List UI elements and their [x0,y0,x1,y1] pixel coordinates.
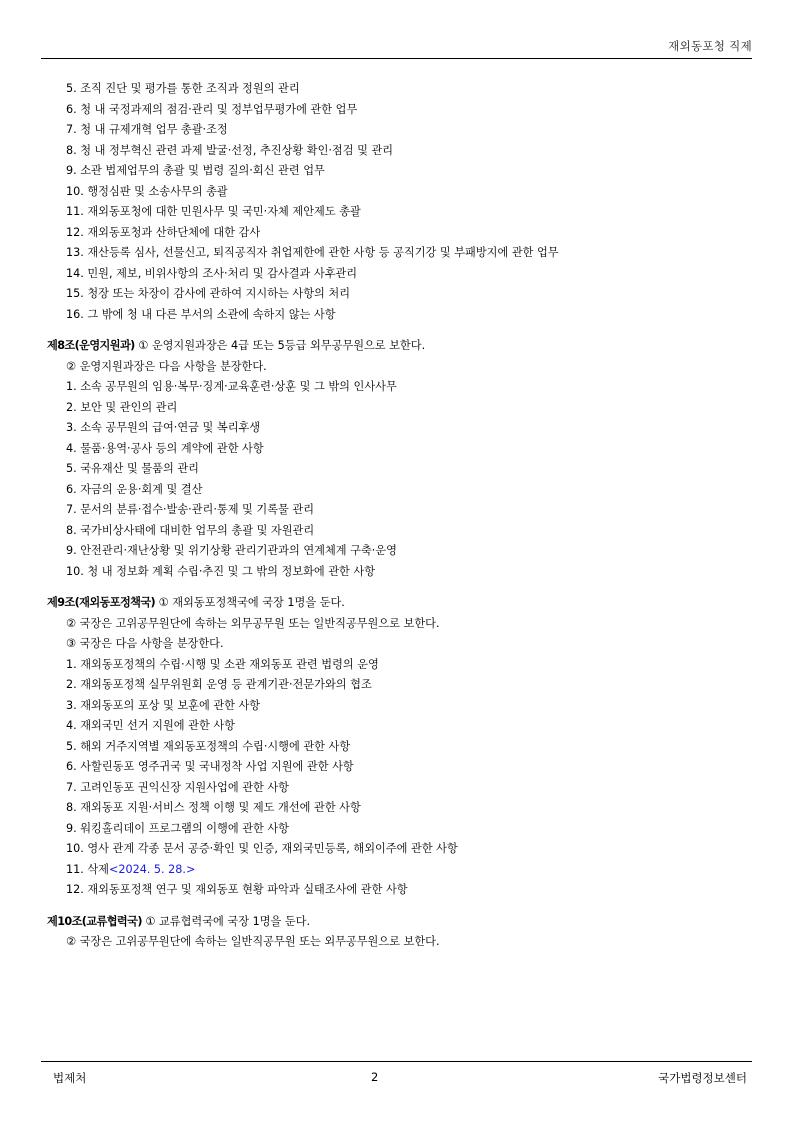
amendment-date-link[interactable]: <2024. 5. 28.> [108,862,196,876]
list-item: 14. 민원, 제보, 비위사항의 조사·처리 및 감사결과 사후관리 [66,266,358,280]
list-item: 15. 청장 또는 차장이 감사에 관하여 지시하는 사항의 처리 [66,287,350,300]
list-item: 8. 청 내 정부혁신 관련 과제 발굴·선정, 추진상황 확인·점검 및 관리 [66,143,394,157]
list-item: 9. 안전관리·재난상황 및 위기상황 관리기관과의 연계체계 구축·운영 [66,544,397,557]
list-item: 12. 재외동포청과 산하단체에 대한 감사 [66,225,261,239]
list-item: 2. 재외동포정책 실무위원회 운영 등 관계기관·전문가와의 협조 [66,678,372,691]
list-item: 7. 고려인동포 권익신장 지원사업에 관한 사항 [66,780,289,794]
list-item: 5. 조직 진단 및 평가를 통한 조직과 정원의 관리 [66,82,300,95]
list-item: 3. 소속 공무원의 급여·연금 및 복리후생 [66,421,261,434]
list-item: 7. 문서의 분류·접수·발송·관리·통제 및 기록물 관리 [66,503,315,516]
list-item: 9. 소관 법제업무의 총괄 및 법령 질의·회신 관련 업무 [66,164,325,177]
footer-publisher: 국가법령정보센터 [658,1071,747,1085]
list-item: 10. 행정심판 및 소송사무의 총괄 [66,184,228,198]
list-item: 10. 청 내 정보화 계획 수립·추진 및 그 밖의 정보화에 관한 사항 [66,564,376,578]
list-item: 5. 해외 거주지역별 재외동포정책의 수립·시행에 관한 사항 [66,739,351,753]
paragraph: ② 국장은 고위공무원단에 속하는 외무공무원 또는 일반직공무원으로 보한다. [66,616,440,630]
article-10 [47,912,757,953]
list-item: 6. 자금의 운용·회계 및 결산 [66,482,203,496]
list-item: 6. 청 내 국정과제의 점검·관리 및 정부업무평가에 관한 업무 [66,102,358,116]
deleted-item-label: 11. 삭제 [66,862,109,876]
list-item: 5. 국유재산 및 물품의 관리 [66,462,199,475]
list-item: 16. 그 밖에 청 내 다른 부서의 소관에 속하지 않는 사항 [66,307,336,321]
article-title: 제10조(교류협력국) [47,914,142,928]
article-title: 제8조(운영지원과) [47,339,135,352]
continued-items-list [47,79,757,325]
list-item: 8. 국가비상사태에 대비한 업무의 총괄 및 자원관리 [66,523,315,537]
list-item: 2. 보안 및 관인의 관리 [66,400,178,414]
list-item: 6. 사할린동포 영주귀국 및 국내정착 사업 지원에 관한 사항 [66,760,354,773]
paragraph: ③ 국장은 다음 사항을 분장한다. [66,637,224,650]
page-number: 2 [371,1070,379,1084]
list-item: 7. 청 내 규제개혁 업무 총괄·조정 [66,123,228,136]
article-first-paragraph: ① 운영지원과장은 4급 또는 5등급 외무공무원으로 보한다. [134,339,426,352]
header-title: 재외동포청 직제 [668,39,752,53]
list-item: 1. 소속 공무원의 임용·복무·징계·교육훈련·상훈 및 그 밖의 인사사무 [66,380,397,393]
document-body [47,79,757,953]
article-heading [47,336,757,357]
paragraph: ② 운영지원과장은 다음 사항을 분장한다. [66,359,267,373]
list-item: 1. 재외동포정책의 수립·시행 및 소관 재외동포 관련 법령의 운영 [66,657,379,671]
footer-source: 법제처 [53,1071,87,1085]
list-item [47,860,757,881]
article-9 [47,593,757,901]
footer-rule [41,1061,752,1062]
header-rule [41,58,752,59]
list-item: 12. 재외동포정책 연구 및 재외동포 현황 파악과 실태조사에 관한 사항 [66,883,408,896]
article-first-paragraph: ① 재외동포정책국에 국장 1명을 둔다. [155,596,345,609]
list-item: 13. 재산등록 심사, 선물신고, 퇴직공직자 취업제한에 관한 사항 등 공직기강 및 부패방지에 관한 업무 [66,246,559,259]
article-title: 제9조(재외동포정책국) [47,596,156,609]
article-8 [47,336,757,582]
paragraph: ② 국장은 고위공무원단에 속하는 일반직공무원 또는 외무공무원으로 보한다. [66,935,440,948]
article-heading [47,593,757,614]
list-item: 3. 재외동포의 포상 및 보훈에 관한 사항 [66,698,261,712]
list-item: 9. 워킹홀리데이 프로그램의 이행에 관한 사항 [66,821,289,835]
list-item: 10. 영사 관계 각종 문서 공증·확인 및 인증, 재외국민등록, 해외이주에 관한 사항 [66,842,458,855]
list-item: 4. 재외국민 선거 지원에 관한 사항 [66,719,235,732]
list-item: 4. 물품·용역·공사 등의 계약에 관한 사항 [66,441,264,455]
article-heading [47,912,757,933]
list-item: 11. 재외동포청에 대한 민원사무 및 국민·자체 제안제도 총괄 [66,205,361,218]
article-first-paragraph: ① 교류협력국에 국장 1명을 둔다. [141,914,311,928]
list-item: 8. 재외동포 지원·서비스 정책 이행 및 제도 개선에 관한 사항 [66,801,361,814]
